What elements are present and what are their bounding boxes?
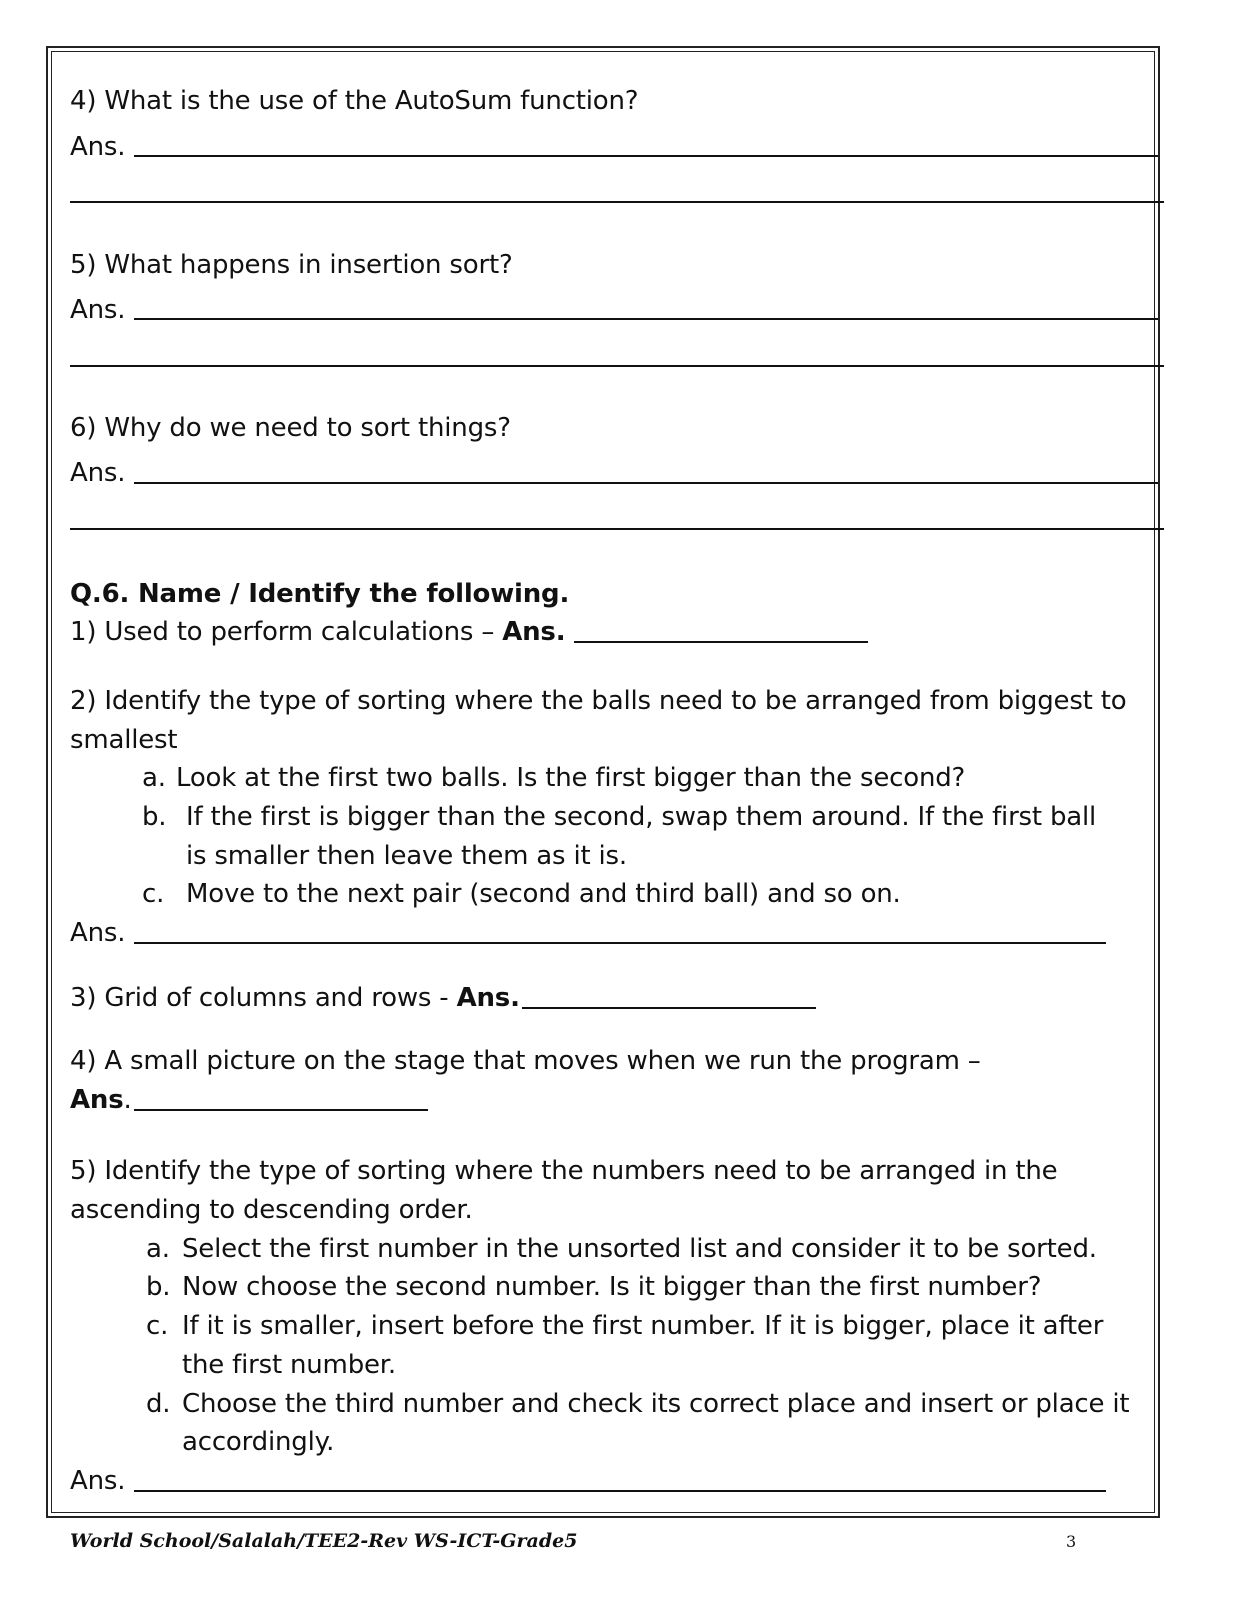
step-text: If the first is bigger than the second, swap them around. If the first ball: [186, 802, 1097, 832]
answer-line[interactable]: [522, 1007, 816, 1009]
answer-label: Ans.: [456, 983, 520, 1013]
step-text: Select the first number in the unsorted list and consider it to be sorted.: [182, 1234, 1097, 1264]
identify-item-3: [70, 981, 520, 1015]
page-number: 3: [1066, 1532, 1077, 1551]
answer-line[interactable]: [70, 528, 1164, 530]
identify-item-2: 2) Identify the type of sorting where the balls need to be arranged from biggest to: [70, 686, 1127, 716]
answer-line[interactable]: [134, 942, 1106, 944]
answer-label: Ans.: [70, 132, 126, 162]
step-text: Move to the next pair (second and third ball) and so on.: [186, 879, 901, 909]
step-letter: b.: [146, 1272, 171, 1302]
question-6: 6) Why do we need to sort things?: [70, 413, 511, 443]
answer-label: Ans.: [70, 918, 126, 948]
answer-line[interactable]: [134, 1490, 1106, 1492]
answer-line[interactable]: [134, 318, 1158, 320]
question-5: 5) What happens in insertion sort?: [70, 250, 513, 280]
answer-line[interactable]: [70, 201, 1164, 203]
step-letter: c.: [146, 1311, 169, 1341]
identify-item-5: 5) Identify the type of sorting where the numbers need to be arranged in the: [70, 1156, 1058, 1186]
step-text: Now choose the second number. Is it bigger than the first number?: [182, 1272, 1042, 1302]
step-letter: c.: [142, 879, 165, 909]
step-text: Look at the first two balls. Is the first bigger than the second?: [176, 763, 966, 793]
step-text: the first number.: [182, 1350, 396, 1380]
footer-text: World School/Salalah/TEE2-Rev WS-ICT-Grade5: [70, 1530, 578, 1552]
answer-line[interactable]: [134, 155, 1158, 157]
question-4: 4) What is the use of the AutoSum function?: [70, 86, 639, 116]
step-text: If it is smaller, insert before the first number. If it is bigger, place it after: [182, 1311, 1104, 1341]
answer-line[interactable]: [134, 482, 1158, 484]
identify-item-2-cont: smallest: [70, 725, 178, 755]
section-heading: Q.6. Name / Identify the following.: [70, 579, 570, 609]
item-text: 3) Grid of columns and rows -: [70, 983, 457, 1013]
step-letter: a.: [146, 1234, 170, 1264]
step-text: is smaller then leave them as it is.: [186, 841, 627, 871]
answer-line[interactable]: [574, 641, 868, 643]
answer-label: Ans.: [70, 458, 126, 488]
step-text: accordingly.: [182, 1427, 335, 1457]
step-letter: a.: [142, 763, 166, 793]
answer-line[interactable]: [134, 1109, 428, 1111]
step-letter: d.: [146, 1389, 171, 1419]
identify-item-1: [70, 615, 565, 649]
identify-item-5-cont: ascending to descending order.: [70, 1195, 473, 1225]
answer-line[interactable]: [70, 365, 1164, 367]
answer-label: Ans.: [502, 617, 566, 647]
answer-label: Ans.: [70, 295, 126, 325]
step-letter: b.: [142, 802, 167, 832]
item-text: 1) Used to perform calculations –: [70, 617, 503, 647]
answer-label: Ans.: [70, 1466, 126, 1496]
identify-item-4: 4) A small picture on the stage that moves when we run the program –: [70, 1046, 981, 1076]
answer-label: Ans.: [70, 1085, 132, 1115]
step-text: Choose the third number and check its correct place and insert or place it: [182, 1389, 1130, 1419]
